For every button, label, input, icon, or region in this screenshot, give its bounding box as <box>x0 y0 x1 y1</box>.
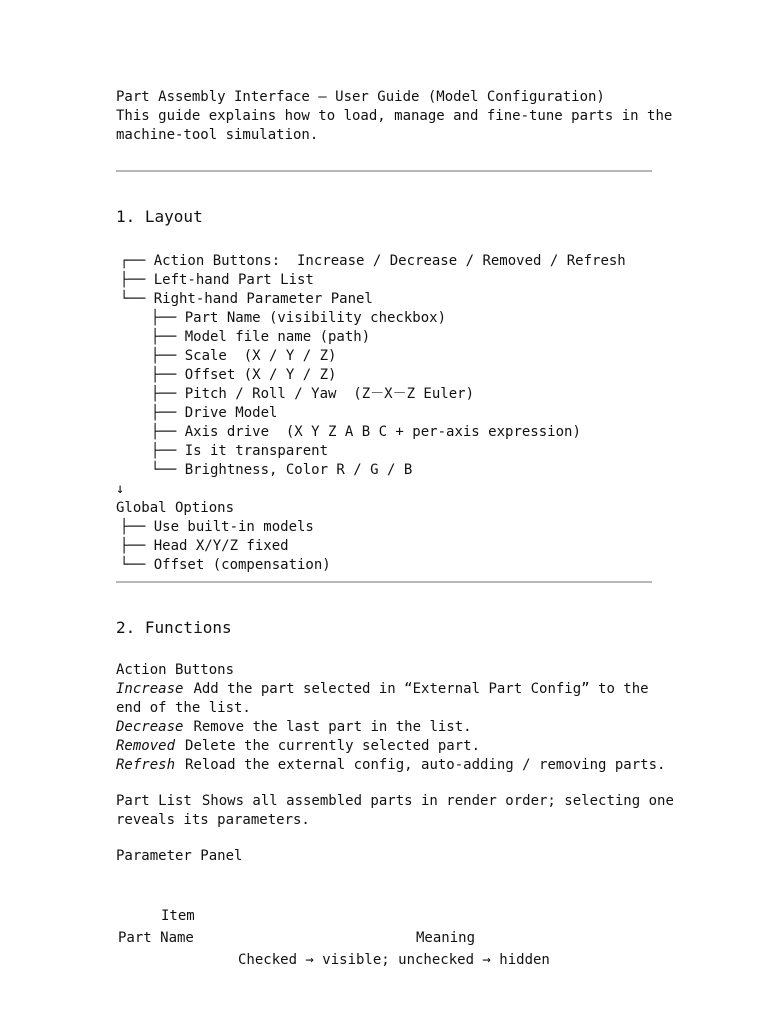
refresh-term: Refresh <box>116 757 176 773</box>
refresh-description: Reload the external config, auto-adding / removing parts. <box>185 757 666 773</box>
table-cell-meaning: Checked → visible; unchecked → hidden <box>238 952 550 968</box>
decrease-entry <box>116 718 652 737</box>
action-buttons-title: Action Buttons <box>116 662 235 678</box>
tree-node-label: Is it transparent <box>184 443 329 459</box>
tree-branch-glyph: └── <box>120 557 154 573</box>
section-heading-layout: 1. Layout <box>116 207 203 226</box>
tree-node <box>120 290 652 309</box>
global-options-tree <box>116 518 652 575</box>
table-header-item: Item <box>161 908 195 924</box>
tree-node <box>120 537 652 556</box>
increase-term: Increase <box>116 681 184 697</box>
global-options-title: Global Options <box>116 500 235 516</box>
down-arrow-icon: ↓ <box>116 481 125 497</box>
tree-node-label: Offset (X / Y / Z) <box>184 367 337 383</box>
part-list-entry <box>116 792 674 811</box>
tree-branch-glyph: ├── <box>151 386 185 402</box>
tree-branch-glyph: ├── <box>120 272 154 288</box>
tree-branch-glyph: ├── <box>151 424 185 440</box>
tree-node-label: Action Buttons: Increase / Decrease / Removed / Refresh <box>153 253 626 269</box>
tree-branch-glyph: ├── <box>151 310 185 326</box>
tree-branch-glyph: ├── <box>151 367 185 383</box>
tree-branch-glyph: ├── <box>120 538 154 554</box>
tree-node-label: Axis drive (X Y Z A B C + per-axis expression) <box>184 424 581 440</box>
decrease-description: Remove the last part in the list. <box>193 719 472 735</box>
tree-branch-glyph: ├── <box>151 405 185 421</box>
part-list-description: Shows all assembled parts in render order; selecting one <box>201 793 674 809</box>
table-cell-item: Part Name <box>118 930 194 946</box>
tree-branch-glyph: ┌── <box>120 253 154 269</box>
intro-text-line-1: This guide explains how to load, manage and fine-tune parts in the <box>116 108 673 124</box>
tree-subnode <box>120 328 652 347</box>
tree-branch-glyph: ├── <box>151 348 185 364</box>
table-header-meaning: Meaning <box>416 930 476 946</box>
increase-description: Add the part selected in “External Part Config” to the <box>193 681 649 697</box>
tree-node-label: Part Name (visibility checkbox) <box>184 310 447 326</box>
tree-node-label: Left-hand Part List <box>153 272 314 288</box>
parameter-panel-title: Parameter Panel <box>116 848 243 864</box>
section-heading-functions: 2. Functions <box>116 618 232 637</box>
tree-subnode <box>120 309 652 328</box>
tree-subnode <box>120 347 652 366</box>
tree-node <box>120 518 652 537</box>
tree-subnode <box>120 366 652 385</box>
tree-node-label: Scale (X / Y / Z) <box>184 348 337 364</box>
removed-term: Removed <box>116 738 176 754</box>
tree-subnode <box>120 461 652 480</box>
parameter-table <box>116 883 652 968</box>
tree-branch-glyph: ├── <box>120 519 154 535</box>
tree-node <box>120 271 652 290</box>
tree-branch-glyph: ├── <box>151 329 185 345</box>
tree-node-label: Brightness, Color R / G / B <box>184 462 413 478</box>
tree-node-label: Head X/Y/Z fixed <box>153 538 289 554</box>
tree-node <box>120 556 652 575</box>
part-list-description-cont: reveals its parameters. <box>116 812 310 828</box>
tree-node-label: Use built-in models <box>153 519 314 535</box>
tree-subnode <box>120 404 652 423</box>
removed-description: Delete the currently selected part. <box>185 738 481 754</box>
tree-node-label: Pitch / Roll / Yaw (Z－X－Z Euler) <box>184 386 475 402</box>
increase-description-cont: end of the list. <box>116 700 251 716</box>
tree-branch-glyph: └── <box>120 291 154 307</box>
tree-node-label: Offset (compensation) <box>153 557 331 573</box>
refresh-entry <box>116 756 666 775</box>
layout-tree <box>116 252 652 480</box>
tree-node-label: Model file name (path) <box>184 329 371 345</box>
tree-node <box>120 252 652 271</box>
document-title: Part Assembly Interface — User Guide (Model Configuration) <box>116 89 605 105</box>
part-list-term: Part List <box>116 793 192 809</box>
tree-branch-glyph: └── <box>151 462 185 478</box>
document-page <box>116 88 674 968</box>
tree-node-label: Right-hand Parameter Panel <box>153 291 373 307</box>
removed-entry <box>116 737 652 756</box>
tree-branch-glyph: ├── <box>151 443 185 459</box>
intro-text-line-2: machine-tool simulation. <box>116 127 319 143</box>
decrease-term: Decrease <box>116 719 184 735</box>
tree-subnode <box>120 423 652 442</box>
increase-entry <box>116 680 652 699</box>
tree-node-label: Drive Model <box>184 405 278 421</box>
tree-subnode <box>120 442 652 461</box>
tree-subnode <box>120 385 652 404</box>
